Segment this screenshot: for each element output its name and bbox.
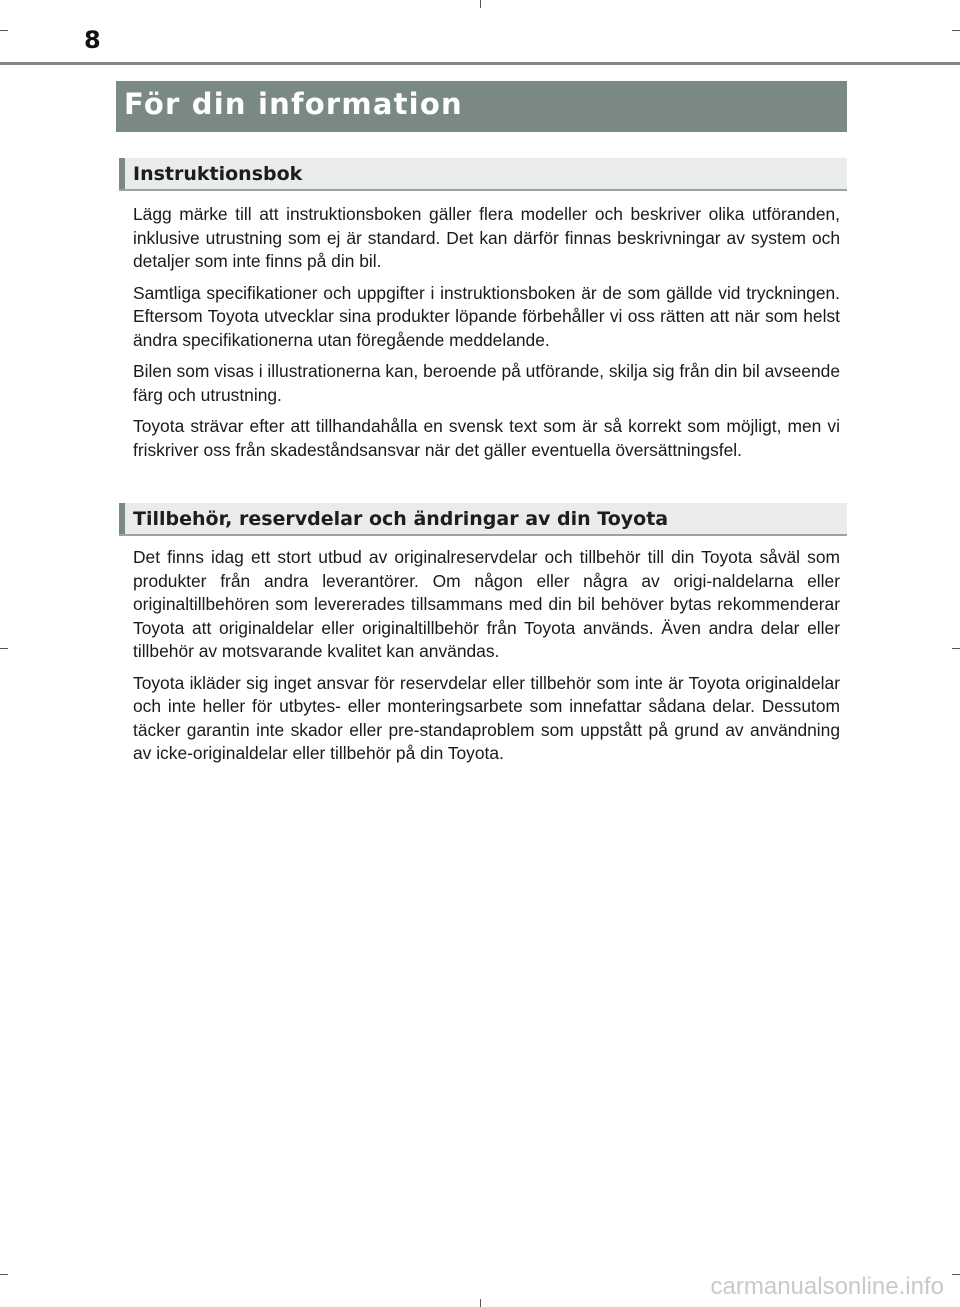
- crop-mark: [0, 30, 8, 31]
- crop-mark: [480, 1299, 481, 1307]
- paragraph: Toyota strävar efter att tillhandahålla en svensk text som är så korrekt som möjligt, men vi friskriver oss från skadeståndsansvar när det gäller eventuella översättningsfel.: [133, 416, 840, 460]
- crop-mark: [952, 1274, 960, 1275]
- header-rule: [0, 62, 960, 65]
- paragraph: Bilen som visas i illustrationerna kan, beroende på utförande, skilja sig från din bil avseende färg och utrustning.: [133, 361, 840, 405]
- crop-mark: [0, 1274, 8, 1275]
- paragraph: Toyota ikläder sig inget ansvar för reservdelar eller tillbehör som inte är Toyota originaldelar och inte heller för utbytes- eller monteringsarbete som innefattar sådana delar. Dessutom täcker garantin inte skador eller pre-standaproblem som uppstått på grund av användning av icke-originaldelar eller tillbehör på din Toyota.: [133, 672, 840, 763]
- crop-mark: [0, 648, 8, 649]
- crop-mark: [952, 30, 960, 31]
- page-number: 8: [84, 26, 101, 54]
- watermark: carmanualsonline.info: [710, 1273, 944, 1300]
- paragraph: Samtliga specifikationer och uppgifter i instruktionsboken är de som gällde vid tryckningen. Eftersom Toyota utvecklar sina produkter löpande förbehåller vi oss rätten att när som helst ändra specifikationerna utan föregående meddelande.: [133, 282, 840, 350]
- section-banner: [116, 81, 847, 132]
- subsection-body-instruktionsbok: [133, 203, 840, 470]
- subsection-header-tillbehor: [119, 503, 847, 536]
- subsection-header-instruktionsbok: [119, 158, 847, 191]
- subsection-heading: Instruktionsbok: [133, 163, 303, 185]
- subsection-body-tillbehor: [133, 546, 840, 774]
- paragraph: Lägg märke till att instruktionsboken gäller flera modeller och beskriver olika utföranden, inklusive utrustning som ej är standard. Det kan därför finnas beskrivningar av system och detaljer som inte finns på din bil.: [133, 204, 840, 271]
- subsection-heading: Tillbehör, reservdelar och ändringar av din Toyota: [133, 508, 669, 530]
- paragraph: Det finns idag ett stort utbud av originalreservdelar och tillbehör till din Toyota såväl som produkter från andra leverantörer. Om någon eller några av origi-naldelarna eller originaltillbehören som levererades tillsammans med din bil behöver bytas rekommenderar Toyota att originaldelar eller originaltillbehör från Toyota används. Även andra delar eller tillbehör av motsvarande kvalitet kan användas.: [133, 547, 840, 661]
- crop-mark: [480, 0, 481, 8]
- subsection-marker: [119, 503, 125, 534]
- crop-mark: [952, 648, 960, 649]
- section-title: För din information: [124, 87, 463, 121]
- subsection-marker: [119, 158, 125, 189]
